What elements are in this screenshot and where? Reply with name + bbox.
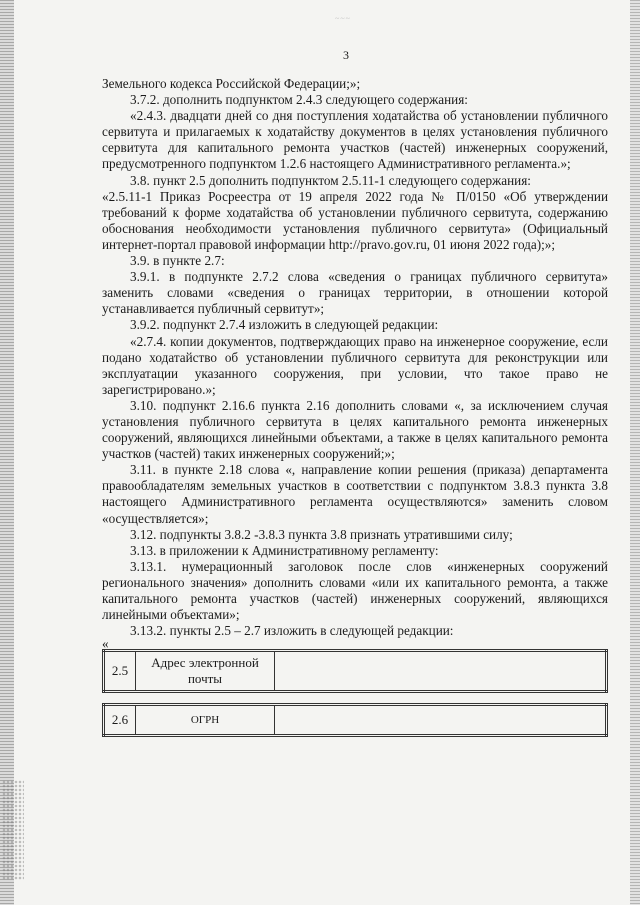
paragraph: 3.13. в приложении к Административному регламенту: — [130, 542, 439, 558]
table-row — [104, 651, 607, 692]
table-cell-name: ОГРН — [136, 705, 275, 736]
paragraph: Земельного кодекса Российской Федерации;»; — [102, 76, 361, 91]
table-cell-name: Адрес электронной почты — [136, 651, 275, 692]
table-cell-number: 2.6 — [104, 705, 136, 736]
paragraph: 3.8. пункт 2.5 дополнить подпунктом 2.5.11-1 следующего содержания: — [130, 172, 531, 188]
scan-noise — [2, 780, 24, 880]
paragraph: 3.7.2. дополнить подпунктом 2.4.3 следующего содержания: — [130, 92, 468, 108]
paragraph: 3.13.2. пункты 2.5 – 2.7 изложить в следующей редакции: — [130, 623, 454, 639]
paragraph: 3.13.1. нумерационный заголовок после слов «инженерных сооружений регионального значения» дополнить словами «или их капитального ремонта, а также капитального ремонта участков (частей) инженерных сооружений, являющихся линейными объектами»; — [102, 558, 608, 623]
paragraph: 3.12. подпункты 3.8.2 -3.8.3 пункта 3.8 признать утратившими силу; — [130, 526, 513, 542]
paragraph: «2.5.11-1 Приказ Росреестра от 19 апреля 2022 года № П/0150 «Об утверждении требований к форме ходатайства об установлении публичного сервитута, содержанию обоснования необходимости установления публичного сервитута» (Официальный интернет-портал правовой информации http://pravo.gov.ru, 01 июня 2022 года);»; — [102, 188, 608, 252]
table-item-2-5 — [102, 649, 608, 693]
table-row — [104, 705, 607, 736]
table-cell-number: 2.5 — [104, 651, 136, 692]
paragraph: «2.7.4. копии документов, подтверждающих право на инженерное сооружение, если подано ходатайство об установлении публичного сервитута для реконструкции или эксплуатации указанного сооружения, при условии, что такое право не зарегистрировано.»; — [102, 333, 608, 397]
paragraph: 3.9. в пункте 2.7: — [130, 253, 225, 269]
table-cell-value — [275, 705, 607, 736]
page-number: 3 — [343, 48, 349, 62]
paragraph: 3.9.1. в подпункте 2.7.2 слова «сведения о границах публичного сервитута» заменить словами «сведения о границах территории, в отношении которой устанавливается публичный сервитут»; — [102, 269, 608, 317]
paragraph: 3.9.2. подпункт 2.7.4 изложить в следующей редакции: — [130, 317, 439, 333]
paragraph: 3.10. подпункт 2.16.6 пункта 2.16 дополнить словами «, за исключением случая установления публичного сервитута в целях капитального ремонта инженерных сооружений, являющихся линейными объектами, а также в целях капитального ремонта участков (частей) таких инженерных сооружений;»; — [102, 397, 608, 462]
top-mark: ~~~ — [335, 14, 351, 23]
scan-edge-left — [0, 0, 14, 905]
document-body — [102, 76, 608, 737]
paragraph: 3.11. в пункте 2.18 слова «, направление копии решения (приказа) департамента правообладателям земельных участков в соответствии с подпунктом 3.8.3 пункта 3.8 настоящего Административного регламента осуществляются» заменить словом «осуществляется»; — [102, 462, 608, 526]
opening-quote: « — [102, 636, 109, 652]
scan-edge-right — [630, 0, 640, 905]
table-cell-value — [275, 651, 607, 692]
table-item-2-6 — [102, 703, 608, 737]
table-gap — [102, 693, 608, 703]
paragraph: «2.4.3. двадцати дней со дня поступления ходатайства об установлении публичного сервитута и прилагаемых к ходатайству документов в целях установления публичного сервитута для капитального ремонта участков (частей) инженерных сооружений, предусмотренного подпунктом 1.2.6 настоящего Административного регламента.»; — [102, 108, 608, 172]
